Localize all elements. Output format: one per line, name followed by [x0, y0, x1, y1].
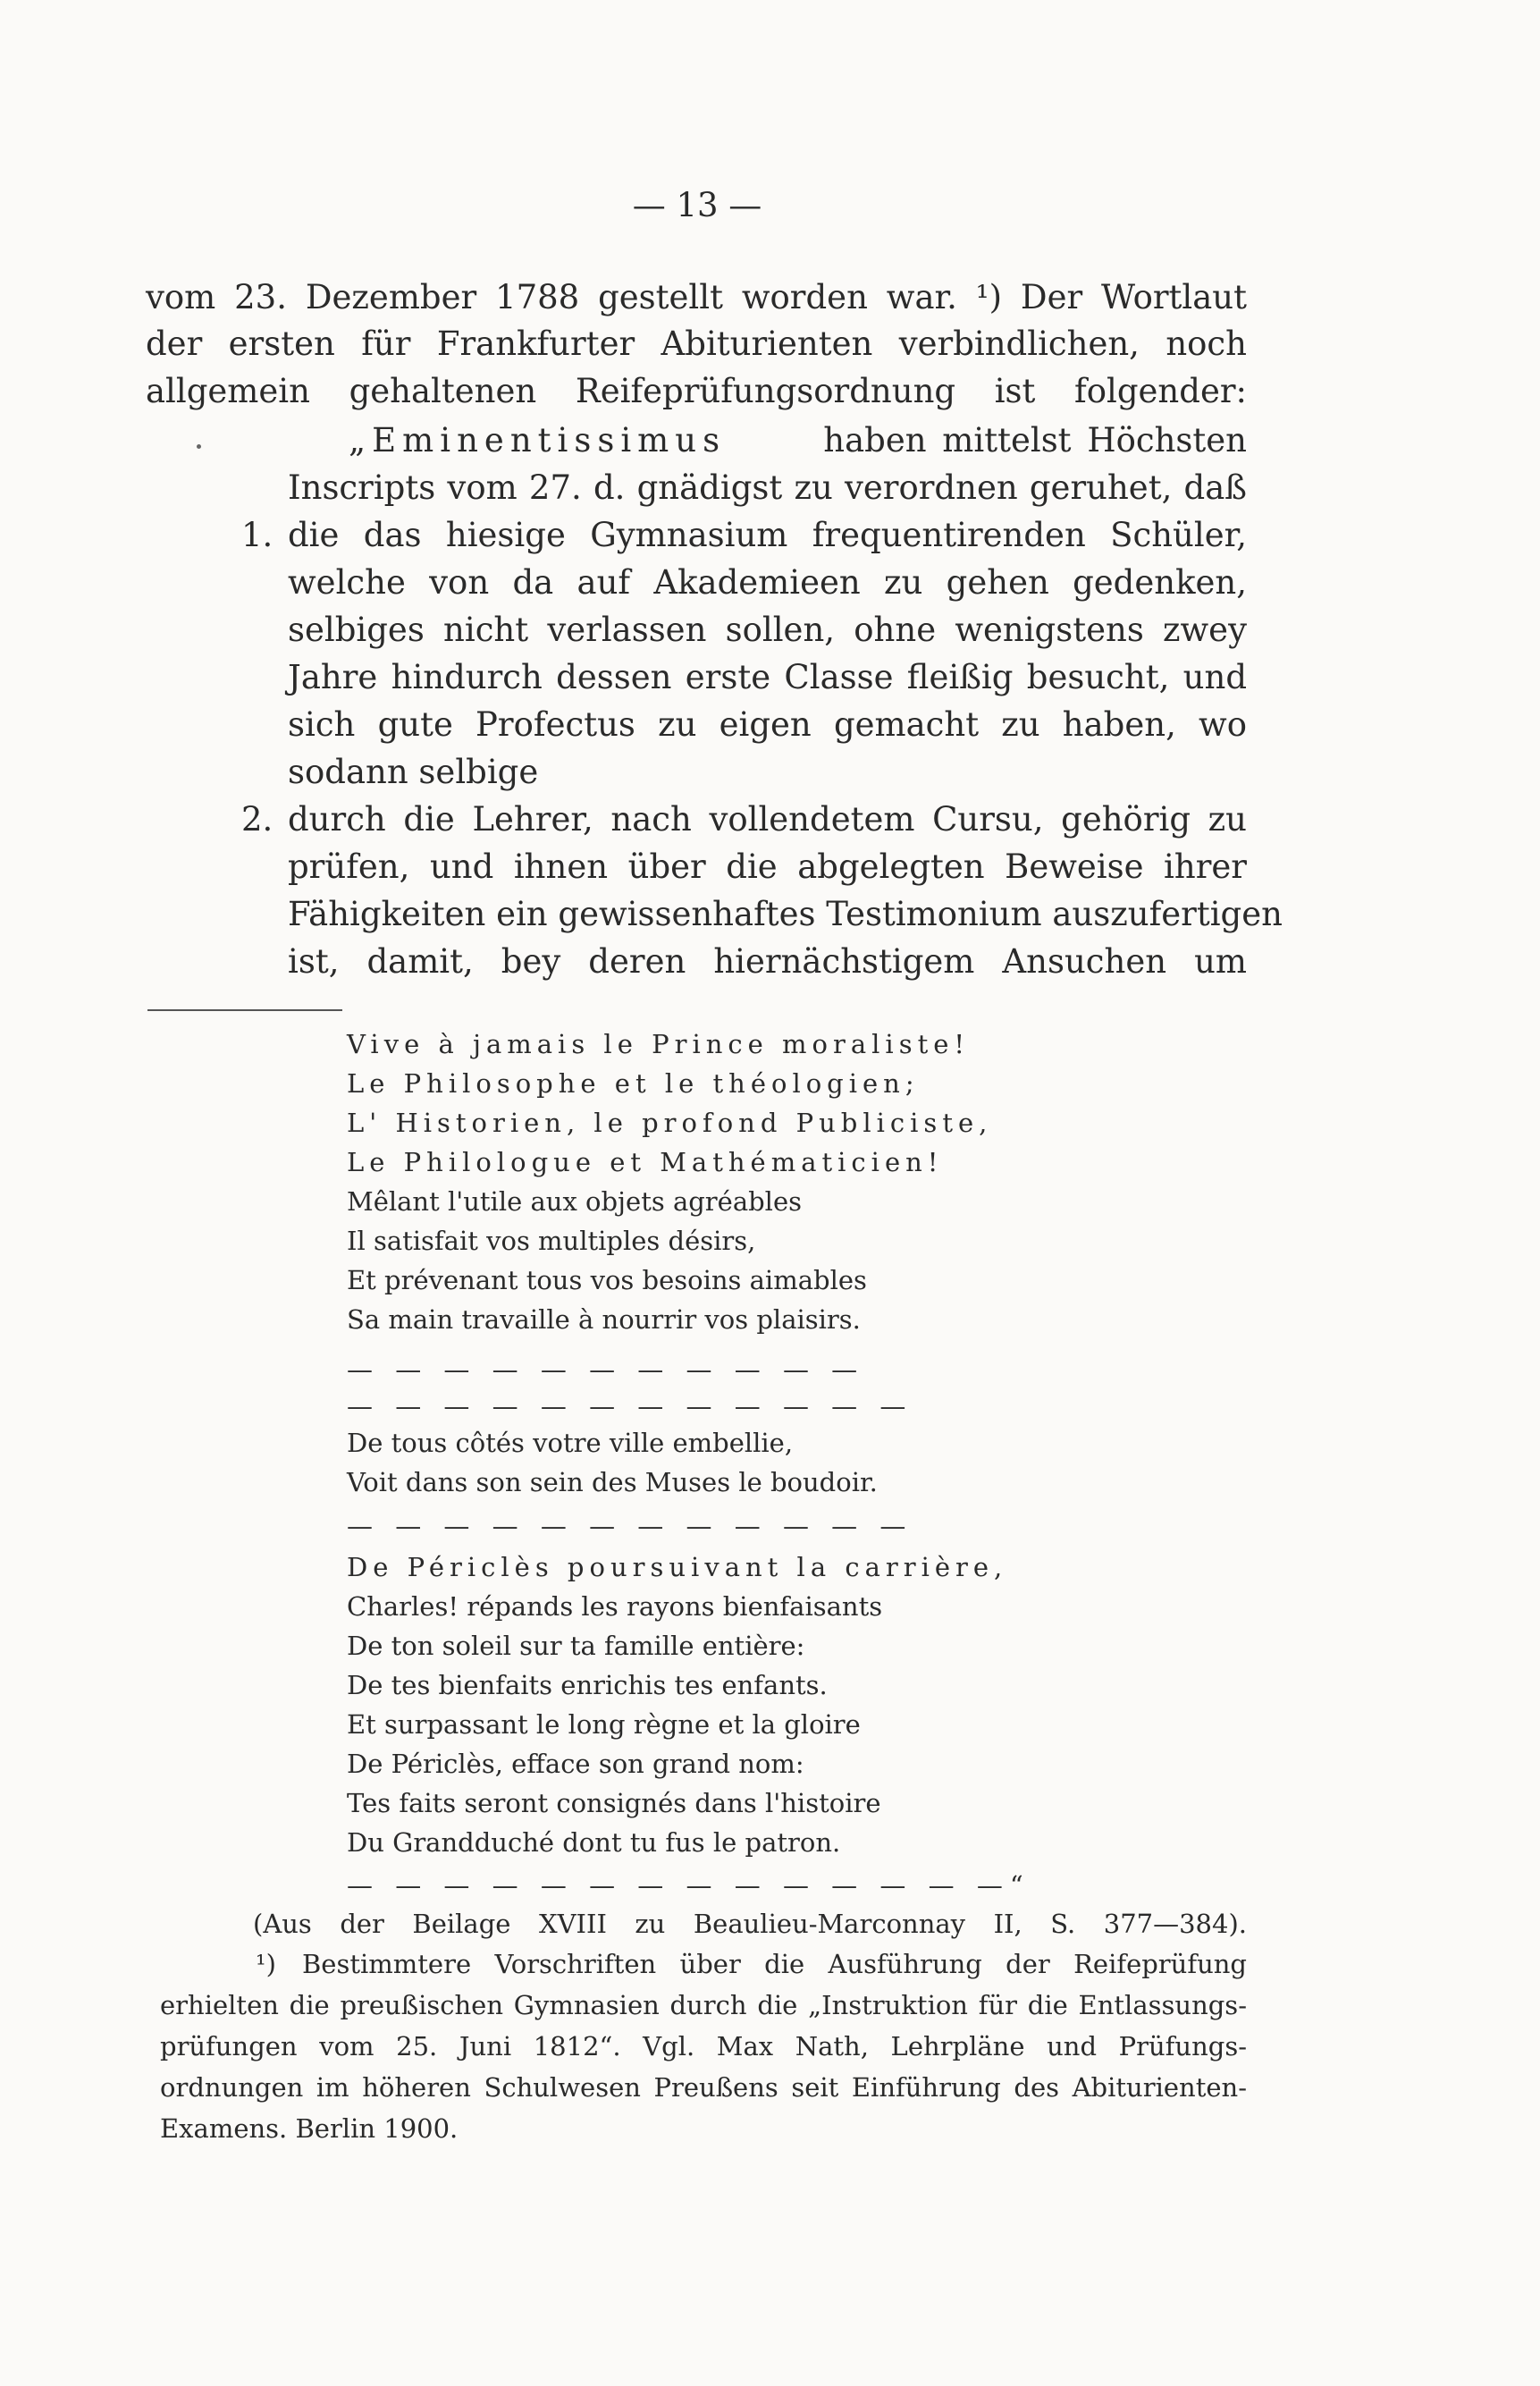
item-line: selbiges nicht verlassen sollen, ohne wenigstens zwey [288, 611, 1247, 649]
poem-line: Et surpassant le long règne et la gloire [347, 1709, 861, 1740]
poem-line: De Périclès, efface son grand nom: [347, 1749, 804, 1779]
poem-line: De Périclès poursuivant la carrière, [347, 1552, 1008, 1582]
decree-opening-rest: haben mittelst Höchsten [823, 421, 1247, 459]
decree-line: Inscripts vom 27. d. gnädigst zu verordnen geruhet, daß [288, 468, 1247, 507]
poem-line: Charles! répands les rayons bienfaisants [347, 1591, 883, 1622]
item-number: 1. [241, 516, 273, 554]
footnote-separator [147, 1009, 342, 1011]
poem-dash-line: — — — — — — — — — — — — [347, 1511, 913, 1541]
item-number: 2. [241, 800, 273, 839]
poem-dash-line: — — — — — — — — — — — — [347, 1391, 913, 1421]
item-line: Fähigkeiten ein gewissenhaftes Testimonium auszufertigen [288, 895, 1283, 933]
footnote-line: ordnungen im höheren Schulwesen Preußens seit Einführung des Abiturienten- [160, 2072, 1247, 2103]
footnote-line: erhielten die preußischen Gymnasien durch die „Instruktion für die Entlassungs- [160, 1990, 1247, 2020]
poem-line: De tes bienfaits enrichis tes enfants. [347, 1670, 828, 1700]
poem-line: Mêlant l'utile aux objets agréables [347, 1186, 803, 1217]
poem-line: Du Grandduché dont tu fus le patron. [347, 1827, 841, 1858]
ink-speck [197, 444, 201, 449]
poem-line: Tes faits seront consignés dans l'histoire [347, 1788, 881, 1818]
poem-line: Le Philologue et Mathématicien! [347, 1147, 944, 1177]
poem-dash-line: — — — — — — — — — — — [347, 1354, 865, 1385]
decree-opening-spaced: „Eminentissimus [349, 421, 727, 459]
item-line: durch die Lehrer, nach vollendetem Cursu, gehörig zu [288, 800, 1247, 839]
poem-line: Voit dans son sein des Muses le boudoir. [347, 1467, 878, 1497]
source-note: (Aus der Beilage XVIII zu Beaulieu-Marconnay II, S. 377—384). [253, 1909, 1247, 1939]
item-line: sich gute Profectus zu eigen gemacht zu haben, wo [288, 705, 1247, 744]
item-line: prüfen, und ihnen über die abgelegten Beweise ihrer [288, 847, 1247, 886]
poem-line: Et prévenant tous vos besoins aimables [347, 1265, 867, 1295]
page-number: — 13 — [632, 186, 762, 224]
item-line: ist, damit, bey deren hiernächstigem Ansuchen um [288, 942, 1247, 981]
poem-line: Vive à jamais le Prince moraliste! [347, 1029, 971, 1059]
text-line: vom 23. Dezember 1788 gestellt worden war. ¹) Der Wortlaut [146, 278, 1247, 316]
poem-line: Il satisfait vos multiples désirs, [347, 1226, 756, 1256]
footnote-marker: ¹) [256, 1949, 276, 1979]
poem-line: Le Philosophe et le théologien; [347, 1068, 920, 1099]
item-line: Jahre hindurch dessen erste Classe fleißig besucht, und [288, 658, 1247, 696]
footnote-line: Examens. Berlin 1900. [160, 2113, 459, 2144]
item-line: die das hiesige Gymnasium frequentirenden Schüler, [288, 516, 1247, 554]
text-line: allgemein gehaltenen Reifeprüfungsordnung ist folgender: [146, 372, 1247, 410]
poem-line: De ton soleil sur ta famille entière: [347, 1631, 805, 1661]
text-line: der ersten für Frankfurter Abiturienten verbindlichen, noch [146, 325, 1247, 363]
item-line: sodann selbige [288, 753, 539, 791]
poem-dash-line: — — — — — — — — — — — — — —“ [347, 1870, 1031, 1901]
footnote-line: prüfungen vom 25. Juni 1812“. Vgl. Max Nath, Lehrpläne und Prüfungs- [160, 2031, 1247, 2061]
poem-line: Sa main travaille à nourrir vos plaisirs. [347, 1304, 861, 1335]
poem-line: L' Historien, le profond Publiciste, [347, 1108, 993, 1138]
footnote-line: Bestimmtere Vorschriften über die Ausführung der Reifeprüfung [302, 1949, 1247, 1979]
poem-line: De tous côtés votre ville embellie, [347, 1428, 794, 1458]
item-line: welche von da auf Akademieen zu gehen gedenken, [288, 563, 1247, 602]
